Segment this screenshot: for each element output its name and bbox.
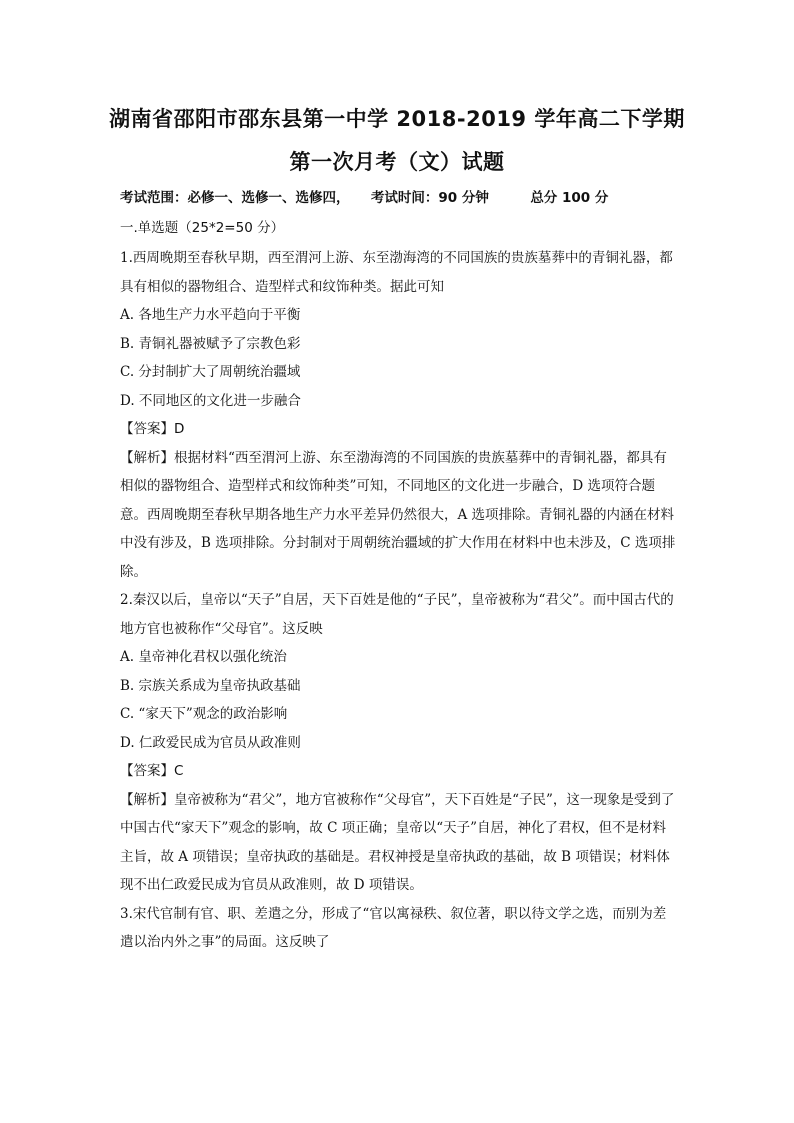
answer: 【答案】D	[120, 421, 185, 437]
option-a: A. 皇帝神化君权以强化统治	[120, 649, 287, 665]
question-list	[120, 244, 678, 957]
question-stem: 1.西周晚期至春秋早期，西至渭河上游、东至渤海湾的不同国族的贵族墓葬中的青铜礼器，都具有相似的器物组合、造型样式和纹饰种类。据此可知	[120, 250, 673, 295]
exam-total-score: 总分 100 分	[530, 190, 609, 206]
option-c: C. 分封制扩大了周朝统治疆域	[120, 364, 301, 380]
option-c: C. “家天下”观念的政治影响	[120, 706, 288, 722]
question-stem: 3.宋代官制有官、职、差遣之分，形成了“官以寓禄秩、叙位著，职以待文学之选，而别为差遣以治内外之事”的局面。这反映了	[120, 905, 667, 950]
question-stem: 2.秦汉以后，皇帝以“天子”自居，天下百姓是他的“子民”，皇帝被称为“君父”。而中国古代的地方官也被称作“父母官”。这反映	[120, 592, 674, 637]
answer: 【答案】C	[120, 763, 184, 779]
exam-time: 考试时间：90 分钟	[370, 190, 489, 206]
exam-info	[120, 186, 608, 206]
exam-scope: 考试范围：必修一、选修一、选修四，	[120, 190, 350, 206]
option-d: D. 不同地区的文化进一步融合	[120, 392, 301, 409]
document-title-line2: 第一次月考（文）试题	[289, 150, 505, 174]
document-title-line1: 湖南省邵阳市邵东县第一中学 2018-2019 学年高二下学期	[109, 107, 685, 131]
option-d: D. 仁政爱民成为官员从政准则	[120, 734, 301, 751]
option-a: A. 各地生产力水平趋向于平衡	[120, 307, 301, 323]
section-heading: 一.单选题（25*2=50 分）	[120, 220, 285, 236]
analysis: 【解析】根据材料“西至渭河上游、东至渤海湾的不同国族的贵族墓葬中的青铜礼器，都具有相似的器物组合、造型样式和纹饰种类”可知，不同地区的文化进一步融合，D 选项符合题意。西周晚期至春秋早期各地生产力水平差异仍然很大，A 选项排除。青铜礼器的内涵在材料中没有涉及，B 选项排除。分封制对于周朝统治疆域的扩大作用在材料中也未涉及，C 选项排除。	[120, 449, 676, 580]
analysis: 【解析】皇帝被称为“君父”，地方官被称作“父母官”，天下百姓是“子民”，这一现象是受到了中国古代“家天下”观念的影响，故 C 项正确；皇帝以“天子”自居，神化了君权，但不是材料主旨，故 A 项错误；皇帝执政的基础是。君权神授是皇帝执政的基础，故 B 项错误；材料体现不出仁政爱民成为官员从政准则，故 D 项错误。	[120, 791, 675, 893]
option-b: B. 青铜礼器被赋予了宗教色彩	[120, 335, 301, 352]
option-b: B. 宗族关系成为皇帝执政基础	[120, 677, 301, 694]
